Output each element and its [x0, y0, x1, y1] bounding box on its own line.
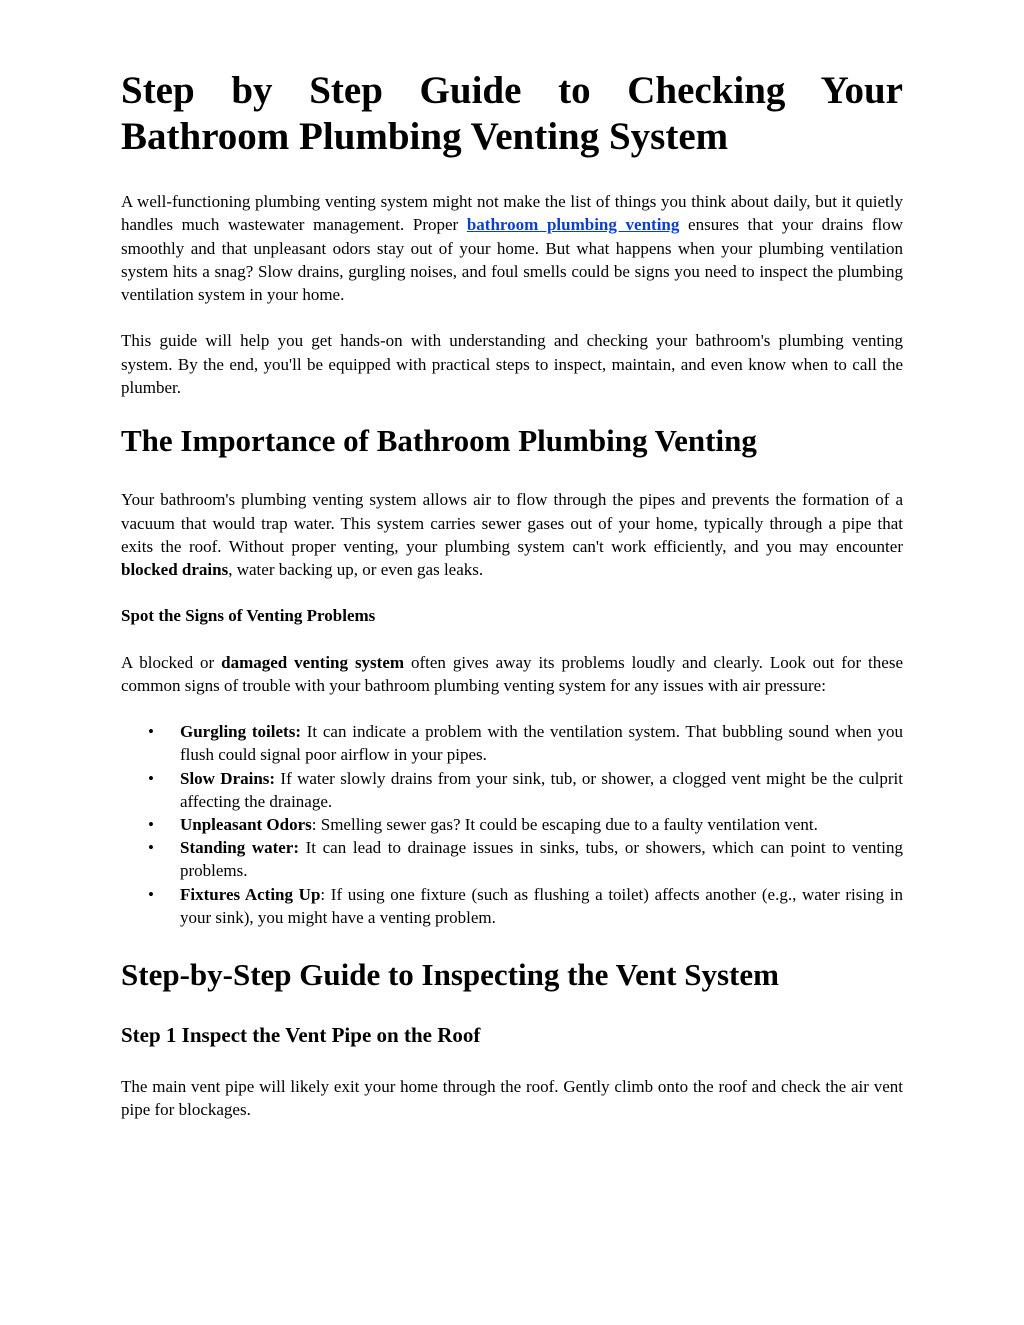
importance-text-after: , water backing up, or even gas leaks.	[228, 560, 484, 580]
document-page	[121, 68, 903, 1145]
bullet-icon: •	[148, 814, 154, 834]
list-item-term: Fixtures Acting Up	[180, 884, 321, 904]
list-item-term: Gurgling toilets:	[180, 722, 301, 742]
intro-text-after-link: ensures that your drains flow smoothly and that unpleasant odors stay out of your home. But what happens when your plumbing ventilation system hits a snag? Slow drains, gurgling noises, and foul smells could be signs you need to inspect the plumbing ventilation system in your home.	[121, 215, 903, 305]
importance-paragraph	[121, 488, 903, 581]
list-item-text: It can indicate a problem with the ventilation system. That bubbling sound when you flush could signal poor airflow in your pipes.	[180, 722, 903, 765]
damaged-venting-system-bold: damaged venting system	[221, 652, 405, 672]
signs-list	[121, 720, 903, 929]
title-line-1: Step by Step Guide to Checking Your	[121, 69, 903, 112]
signs-text-before: A blocked or	[121, 652, 222, 672]
list-item-text: : If using one fixture (such as flushing a toilet) affects another (e.g., water rising in your sink), you might have a venting problem.	[180, 884, 904, 927]
list-item-text: It can lead to drainage issues in sinks, tubs, or showers, which can point to venting problems.	[180, 838, 903, 881]
title-line-2: Bathroom Plumbing Venting System	[121, 115, 729, 158]
blocked-drains-bold: blocked drains	[121, 560, 229, 580]
step1-heading: Step 1 Inspect the Vent Pipe on the Roof	[121, 1022, 481, 1047]
list-item-text: If water slowly drains from your sink, tub, or shower, a clogged vent might be the culprit affecting the drainage.	[180, 768, 903, 811]
step1-paragraph: The main vent pipe will likely exit your home through the roof. Gently climb onto the roof and check the air vent pipe for blockages.	[121, 1076, 903, 1120]
guide-heading: Step-by-Step Guide to Inspecting the Vent System	[121, 956, 779, 992]
document-title	[121, 68, 903, 160]
intro-text-before-link: A well-functioning plumbing venting system might not make the list of things you think about daily, but it quietly handles much wastewater management. Proper	[121, 192, 903, 235]
list-item-term: Unpleasant Odors	[180, 814, 312, 834]
bullet-icon: •	[148, 768, 154, 788]
list-item	[148, 720, 903, 766]
bullet-icon: •	[148, 722, 154, 742]
list-item	[148, 767, 903, 813]
importance-text-before: Your bathroom's plumbing venting system allows air to flow through the pipes and prevents the formation of a vacuum that would trap water. This system carries sewer gases out of your home, typically through a pipe that exits the roof. Without proper venting, your plumbing system can't work efficiently, and you may encounter	[121, 490, 903, 556]
intro-paragraph-2: This guide will help you get hands-on with understanding and checking your bathroom's plumbing venting system. By the end, you'll be equipped with practical steps to inspect, maintain, and even know when to call the plumber.	[121, 331, 903, 398]
signs-heading: Spot the Signs of Venting Problems	[121, 605, 376, 625]
list-item-text: : Smelling sewer gas? It could be escaping due to a faulty ventilation vent.	[311, 814, 818, 834]
list-item-term: Standing water:	[180, 838, 300, 858]
list-item	[148, 836, 903, 882]
bullet-icon: •	[148, 838, 154, 858]
bullet-icon: •	[148, 884, 154, 904]
bathroom-plumbing-venting-link[interactable]: bathroom plumbing venting	[466, 215, 680, 235]
list-item	[148, 883, 904, 929]
intro-paragraph-1	[121, 190, 903, 306]
list-item-term: Slow Drains:	[180, 768, 276, 788]
signs-paragraph	[121, 651, 903, 698]
list-item	[148, 813, 903, 836]
importance-heading: The Importance of Bathroom Plumbing Venting	[121, 423, 757, 459]
signs-text-after: often gives away its problems loudly and clearly. Look out for these common signs of trouble with your bathroom plumbing venting system for any issues with air pressure:	[121, 652, 903, 695]
